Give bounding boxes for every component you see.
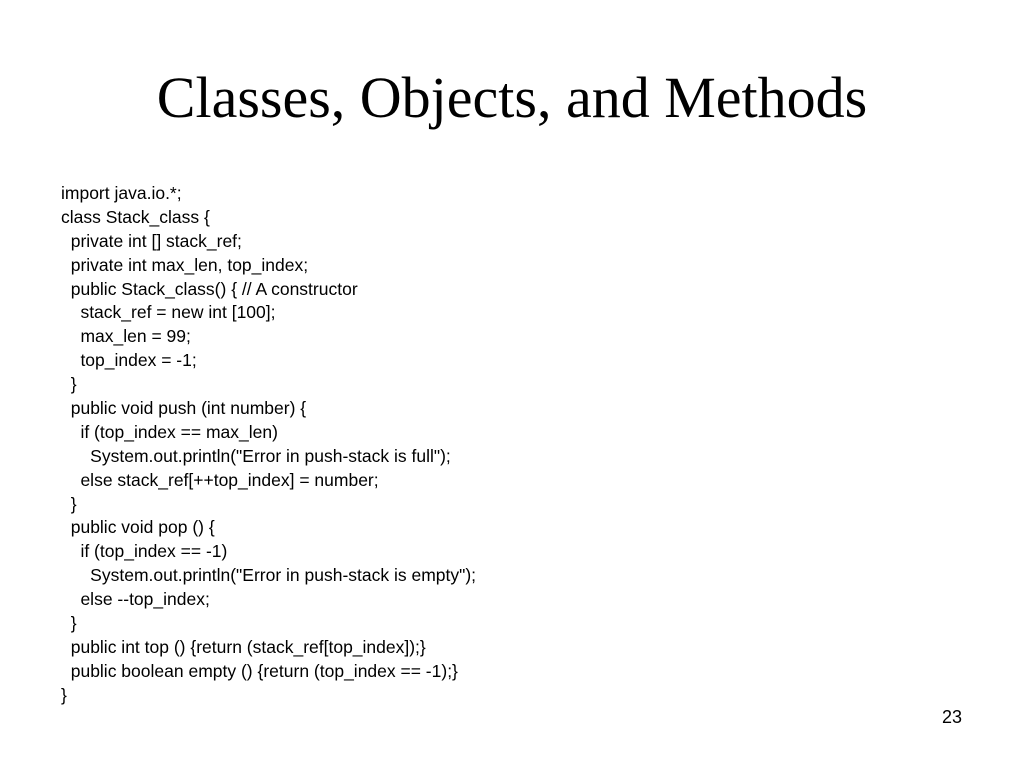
code-line: else --top_index; bbox=[61, 589, 210, 610]
code-line: } bbox=[61, 493, 77, 514]
code-line: stack_ref = new int [100]; bbox=[61, 302, 276, 323]
code-line: } bbox=[61, 684, 67, 705]
code-line: max_len = 99; bbox=[61, 326, 191, 347]
code-line: } bbox=[61, 613, 77, 634]
code-line: System.out.println("Error in push-stack is full"); bbox=[61, 445, 451, 466]
slide-title: Classes, Objects, and Methods bbox=[156, 65, 868, 130]
code-line: top_index = -1; bbox=[61, 350, 197, 371]
code-line: import java.io.*; bbox=[61, 183, 182, 203]
code-line: public int top () {return (stack_ref[top_index]);} bbox=[61, 636, 426, 657]
code-line: private int max_len, top_index; bbox=[61, 254, 309, 275]
code-line: public boolean empty () {return (top_index == -1);} bbox=[61, 660, 458, 681]
code-line: private int [] stack_ref; bbox=[61, 230, 242, 251]
code-line: public void push (int number) { bbox=[61, 398, 307, 419]
page-number: 23 bbox=[941, 707, 962, 727]
code-line: public void pop () { bbox=[61, 517, 215, 538]
code-line: System.out.println("Error in push-stack is empty"); bbox=[61, 565, 477, 586]
code-line: else stack_ref[++top_index] = number; bbox=[61, 469, 379, 490]
code-line: } bbox=[61, 374, 77, 395]
code-block bbox=[61, 182, 476, 708]
code-line: if (top_index == max_len) bbox=[61, 421, 278, 442]
code-line: public Stack_class() { // A constructor bbox=[61, 278, 358, 299]
code-line: if (top_index == -1) bbox=[61, 541, 228, 562]
code-line: class Stack_class { bbox=[61, 206, 210, 227]
